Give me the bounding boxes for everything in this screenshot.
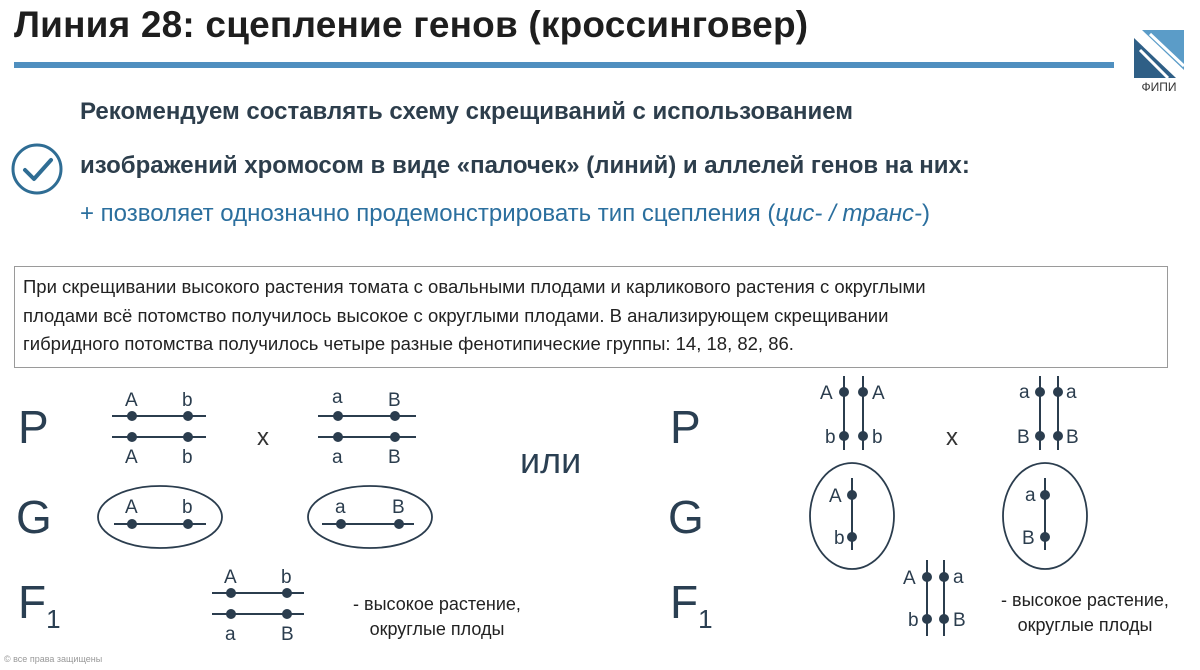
allele: B	[281, 624, 294, 645]
allele: A	[224, 567, 237, 588]
label-f-right-text: F	[670, 576, 699, 628]
plus-italic: цис- / транс-	[775, 200, 923, 227]
allele: A	[903, 568, 916, 589]
allele: a	[225, 624, 236, 645]
label-f-left-sub: 1	[46, 604, 61, 635]
allele: b	[182, 447, 193, 468]
allele: A	[872, 383, 885, 404]
allele: a	[953, 567, 964, 588]
cross-sign-right: x	[946, 424, 958, 451]
allele: a	[332, 387, 343, 408]
gamete-ellipse-left-2	[308, 486, 432, 548]
f1-desc-right-line2: округлые плоды	[1017, 615, 1153, 635]
allele: b	[281, 567, 292, 588]
allele: a	[332, 447, 343, 468]
allele: A	[820, 383, 833, 404]
copyright-footer: © все права защищены	[4, 654, 103, 664]
allele: A	[125, 390, 138, 411]
label-f-right-sub: 1	[698, 604, 713, 635]
allele: B	[1022, 528, 1035, 549]
recommend-line-1: Рекомендуем составлять схему скрещиваний с использованием	[80, 98, 853, 125]
allele: A	[829, 486, 842, 507]
gamete-ellipse-left-1	[98, 486, 222, 548]
label-p-left: P	[18, 401, 49, 453]
allele: B	[388, 390, 401, 411]
allele: a	[335, 497, 346, 518]
cross-sign-left: x	[257, 424, 269, 451]
allele: b	[908, 610, 919, 631]
task-line-2: плодами всё потомство получилось высокое с округлыми плодами. В анализирующем скрещивании	[23, 304, 889, 326]
label-f-left-text: F	[18, 576, 47, 628]
allele: b	[182, 497, 193, 518]
logo-label: ФИПИ	[1141, 80, 1177, 94]
allele: B	[392, 497, 405, 518]
allele: B	[1017, 427, 1030, 448]
allele: A	[125, 447, 138, 468]
label-g-left: G	[16, 491, 52, 543]
label-p-right: P	[670, 401, 701, 453]
or-label: или	[520, 440, 582, 481]
allele: b	[872, 427, 883, 448]
plus-text: + позволяет однозначно продемонстрировать тип сцепления (	[80, 200, 776, 227]
task-line-3: гибридного потомства получилось четыре разные фенотипические группы: 14, 18, 82, 86.	[23, 333, 794, 355]
f1-desc-left-line2: округлые плоды	[369, 619, 505, 639]
allele: a	[1025, 485, 1036, 506]
page-title: Линия 28: сцепление генов (кроссинговер)	[14, 4, 809, 45]
allele: B	[388, 447, 401, 468]
plus-end: )	[922, 200, 931, 227]
allele: B	[953, 610, 966, 631]
recommend-line-2: изображений хромосом в виде «палочек» (линий) и аллелей генов на них:	[80, 152, 970, 179]
f1-desc-left-line1: - высокое растение,	[353, 594, 521, 614]
label-g-right: G	[668, 491, 704, 543]
allele: B	[1066, 427, 1079, 448]
allele: b	[825, 427, 836, 448]
allele: a	[1066, 382, 1077, 403]
allele: a	[1019, 382, 1030, 403]
allele: b	[182, 390, 193, 411]
f1-desc-right-line1: - высокое растение,	[1001, 590, 1169, 610]
allele: b	[834, 528, 845, 549]
task-line-1: При скрещивании высокого растения томата с овальными плодами и карликового растения с округлыми	[23, 276, 926, 297]
allele: A	[125, 497, 138, 518]
